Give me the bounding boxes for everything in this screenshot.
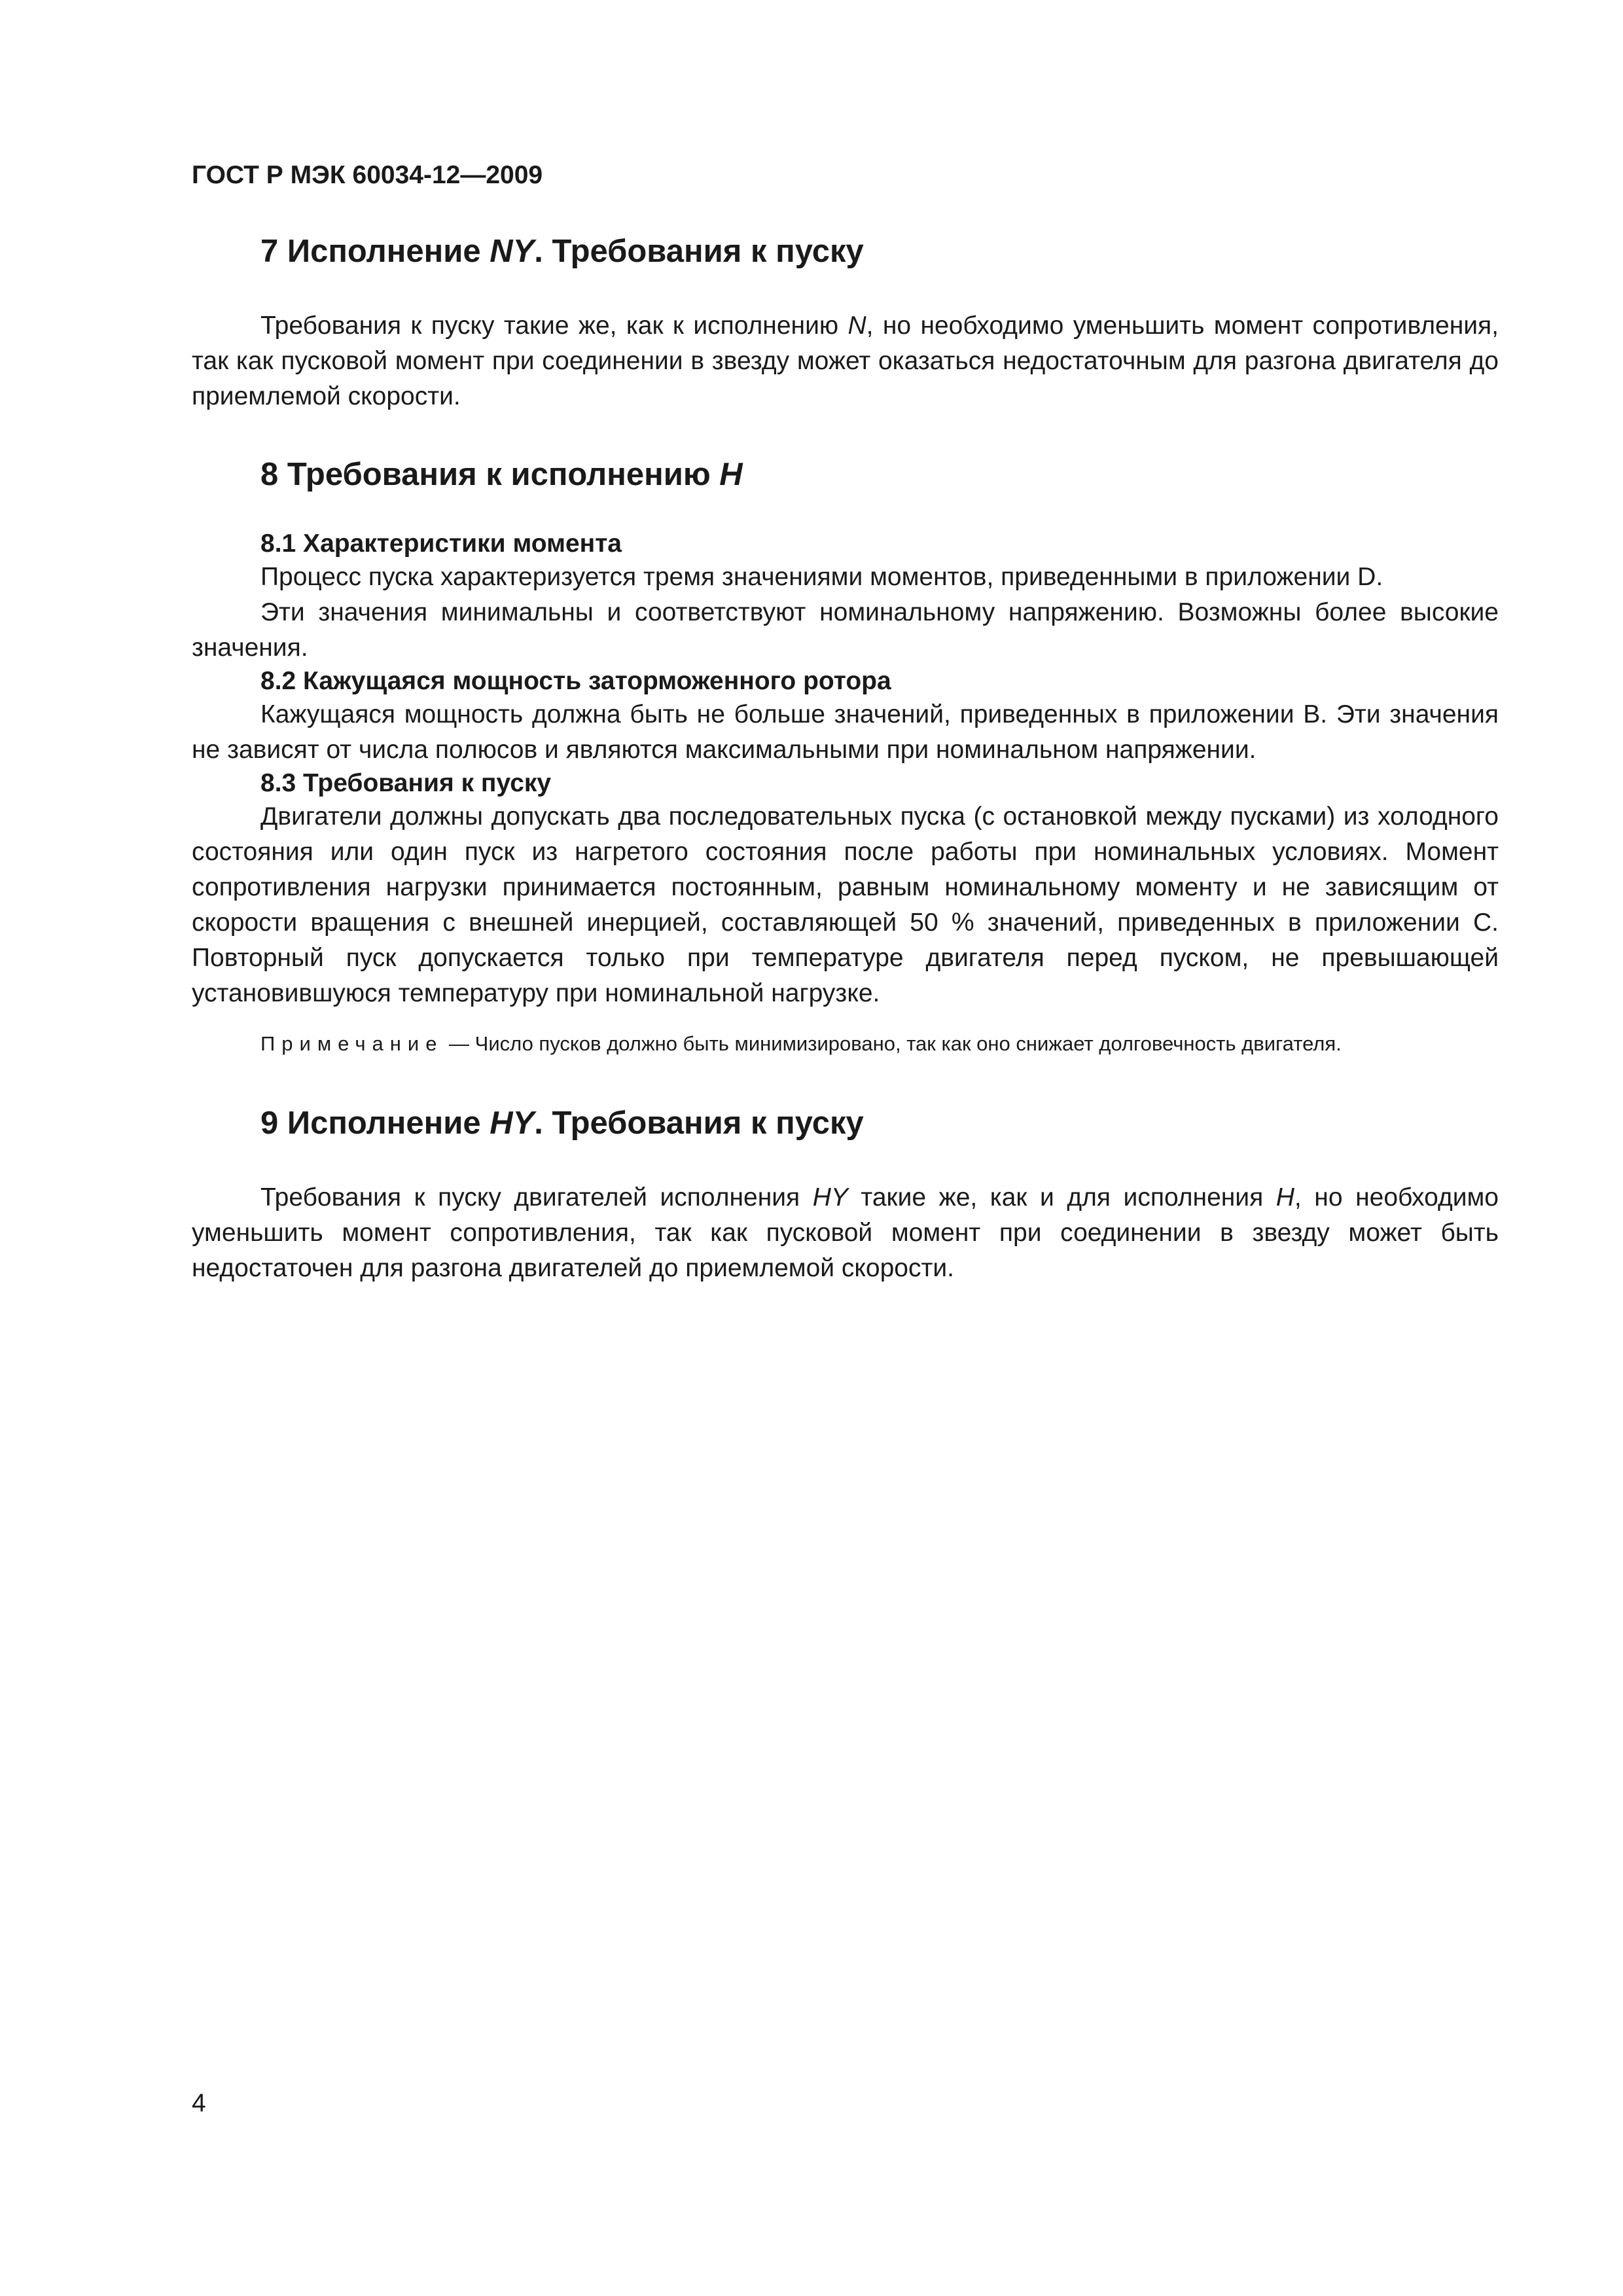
subsection-8-2-paragraph: Кажущаяся мощность должна быть не больше значений, приведенных в приложении B. Эти значения не зависят от числа полюсов и являются максимальными при номинальном напряжении. [192, 700, 1499, 764]
section-8-title-italic: H [719, 457, 743, 493]
section-9-text-a: Требования к пуску двигателей исполнения [260, 1183, 813, 1211]
section-9-text-c: , но необходимо уменьшить момент сопротивления, так как пусковой момент при соединении в звезду может быть недостаточен для разгона двигателей до приемлемой скорости. [192, 1183, 1499, 1282]
section-9-title-suffix: . Требования к пуску [534, 1105, 864, 1141]
section-9-title-prefix: 9 Исполнение [260, 1105, 490, 1141]
note [192, 1028, 1499, 1059]
note-text: — Число пусков должно быть минимизировано, так как оно снижает долговечность двигателя. [443, 1031, 1342, 1055]
section-7-title [192, 232, 1499, 272]
section-7-title-suffix: . Требования к пуску [534, 234, 864, 269]
section-7-paragraph [192, 308, 1499, 414]
subsection-8-1-title: 8.1 Характеристики момента [260, 529, 622, 558]
subsection-8-3-title: 8.3 Требования к пуску [260, 768, 552, 797]
section-7-text-italic: N [847, 312, 866, 340]
subsection-8-1-paragraph-2: Эти значения минимальны и соответствуют номинальному напряжению. Возможны более высокие значения. [192, 598, 1499, 662]
section-9-title-italic: HY [490, 1105, 535, 1141]
section-9-text-italic-2: H [1275, 1183, 1294, 1211]
section-9-title [192, 1103, 1499, 1143]
section-7-text-a: Требования к пуску такие же, как к исполнению [260, 312, 848, 340]
note-label: Примечание [260, 1031, 444, 1055]
section-7-title-prefix: 7 Исполнение [260, 234, 490, 269]
section-9-paragraph [192, 1180, 1499, 1286]
section-8-title [192, 455, 1499, 495]
subsection-8-3-paragraph: Двигатели должны допускать два последовательных пуска (с остановкой между пусками) из холодного состояния или один пуск из нагретого состояния после работы при номинальных условиях. Момент сопротивления нагрузки принимается постоянным, равным номинальному моменту и не зависящим от скорости вращения с внешней инерцией, составляющей 50 % значений, приведенных в приложении C. Повторный пуск допускается только при температуре двигателя перед пуском, не превышающей установившуюся температуру при номинальной нагрузке. [192, 802, 1499, 1007]
section-8-title-prefix: 8 Требования к исполнению [260, 457, 720, 493]
section-9-text-b: такие же, как и для исполнения [847, 1183, 1276, 1211]
page-number: 4 [192, 2089, 206, 2117]
page-body [192, 216, 1499, 1286]
subsection-8-1-paragraph-1: Процесс пуска характеризуется тремя значениями моментов, приведенными в приложении D. [260, 562, 1383, 591]
section-9-text-italic-1: HY [812, 1183, 848, 1211]
section-7-title-italic: NY [490, 234, 535, 269]
document-designation: ГОСТ Р МЭК 60034-12—2009 [192, 161, 543, 189]
section-7-text-b: , но необходимо уменьшить момент сопротивления, так как пусковой момент при соединении в звезду может оказаться недостаточным для разгона двигателя до приемлемой скорости. [192, 312, 1499, 411]
subsection-8-2-title: 8.2 Кажущаяся мощность заторможенного ротора [260, 666, 891, 695]
